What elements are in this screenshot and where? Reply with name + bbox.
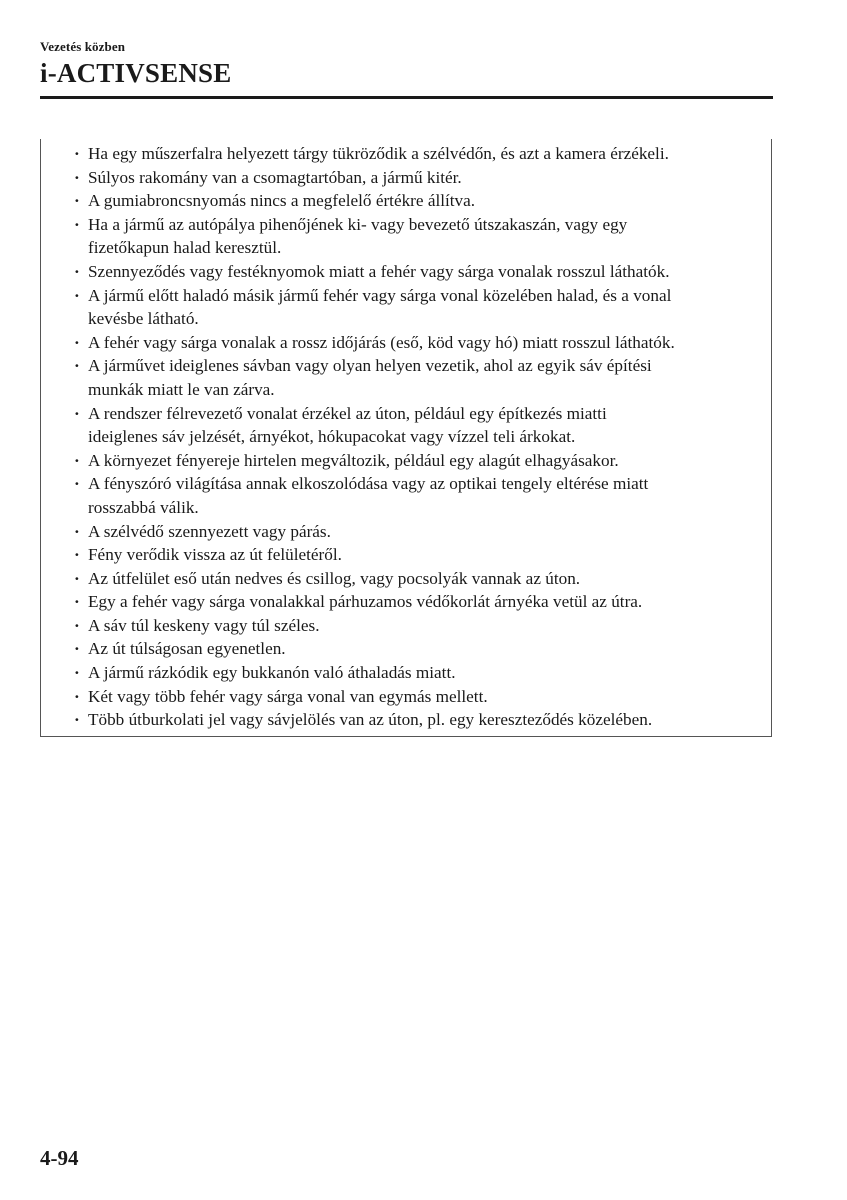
bullet-icon: ·	[74, 356, 80, 376]
conditions-list	[74, 142, 764, 732]
list-item	[74, 567, 764, 591]
bullet-icon: ·	[74, 568, 80, 588]
bullet-icon: ·	[74, 261, 80, 281]
bullet-icon: ·	[74, 191, 80, 211]
bullet-icon: ·	[74, 285, 80, 305]
list-item-text: Több útburkolati jel vagy sávjelölés van az úton, pl. egy kereszteződés közelében.	[88, 710, 653, 730]
list-item-text: A fényszóró világítása annak elkoszolódása vagy az optikai tengely eltérése miatt rosszabbá válik.	[88, 474, 649, 517]
bullet-icon: ·	[74, 167, 80, 187]
list-item	[74, 189, 764, 213]
list-item	[74, 213, 764, 260]
list-item	[74, 402, 764, 449]
bullet-icon: ·	[74, 592, 80, 612]
list-item	[74, 472, 764, 519]
bullet-icon: ·	[74, 403, 80, 423]
list-item	[74, 614, 764, 638]
bullet-icon: ·	[74, 663, 80, 683]
bullet-icon: ·	[74, 144, 80, 163]
bullet-icon: ·	[74, 450, 80, 470]
list-item	[74, 260, 764, 284]
list-item	[74, 543, 764, 567]
list-item-text: Ha a jármű az autópálya pihenőjének ki- vagy bevezető útszakaszán, vagy egy fizetőkapun halad keresztül.	[88, 214, 628, 258]
list-item	[74, 449, 764, 473]
bullet-icon: ·	[74, 639, 80, 659]
list-item	[74, 708, 764, 732]
list-item-text: Szennyeződés vagy festéknyomok miatt a fehér vagy sárga vonalak rosszul láthatók.	[88, 261, 670, 281]
list-item	[74, 661, 764, 685]
list-item	[74, 685, 764, 709]
bullet-icon: ·	[74, 686, 80, 706]
section-label: Vezetés közben	[40, 39, 126, 54]
list-item-text: A szélvédő szennyezett vagy párás.	[88, 521, 331, 541]
list-item-text: A fehér vagy sárga vonalak a rossz időjárás (eső, köd vagy hó) miatt rosszul láthatók.	[88, 332, 675, 352]
list-item-text: A gumiabroncsnyomás nincs a megfelelő értékre állítva.	[88, 191, 476, 211]
bullet-icon: ·	[74, 615, 80, 635]
list-item-text: A rendszer félrevezető vonalat érzékel az úton, például egy építkezés miatti ideiglenes sáv jelzését, árnyékot, hókupacokat vagy vízzel teli árkokat.	[88, 403, 607, 447]
conditions-notice-box	[40, 139, 772, 737]
list-item	[74, 637, 764, 661]
list-item	[74, 166, 764, 190]
list-item-text: A járművet ideiglenes sávban vagy olyan helyen vezetik, ahol az egyik sáv építési munkák miatt le van zárva.	[88, 356, 652, 399]
page-title: i-ACTIVSENSE	[40, 58, 232, 88]
list-item	[74, 142, 764, 166]
list-item	[74, 520, 764, 544]
list-item-text: Az útfelület eső után nedves és csillog, vagy pocsolyák vannak az úton.	[88, 568, 581, 588]
list-item-text: Két vagy több fehér vagy sárga vonal van egymás mellett.	[88, 686, 488, 706]
list-item-text: Ha egy műszerfalra helyezett tárgy tükröződik a szélvédőn, és azt a kamera érzékeli.	[88, 144, 669, 163]
bullet-icon: ·	[74, 710, 80, 730]
list-item-text: A jármű rázkódik egy bukkanón való áthaladás miatt.	[88, 663, 456, 683]
page-number: 4-94	[40, 1146, 79, 1170]
list-item-text: Súlyos rakomány van a csomagtartóban, a jármű kitér.	[88, 167, 462, 187]
list-item-text: Egy a fehér vagy sárga vonalakkal párhuzamos védőkorlát árnyéka vetül az útra.	[88, 592, 643, 612]
list-item-text: A környezet fényereje hirtelen megváltozik, például egy alagút elhagyásakor.	[88, 450, 619, 470]
bullet-icon: ·	[74, 214, 80, 234]
list-item-text: A sáv túl keskeny vagy túl széles.	[88, 615, 320, 635]
bullet-icon: ·	[74, 521, 80, 541]
list-item-text: A jármű előtt haladó másik jármű fehér vagy sárga vonal közelében halad, és a vonal kevésbe látható.	[88, 285, 672, 329]
bullet-icon: ·	[74, 474, 80, 494]
bullet-icon: ·	[74, 545, 80, 565]
list-item	[74, 354, 764, 401]
list-item-text: Fény verődik vissza az út felületéről.	[88, 545, 342, 565]
title-divider	[40, 96, 773, 99]
list-item	[74, 331, 764, 355]
list-item	[74, 284, 764, 331]
bullet-icon: ·	[74, 332, 80, 352]
list-item-text: Az út túlságosan egyenetlen.	[88, 639, 286, 659]
list-item	[74, 590, 764, 614]
